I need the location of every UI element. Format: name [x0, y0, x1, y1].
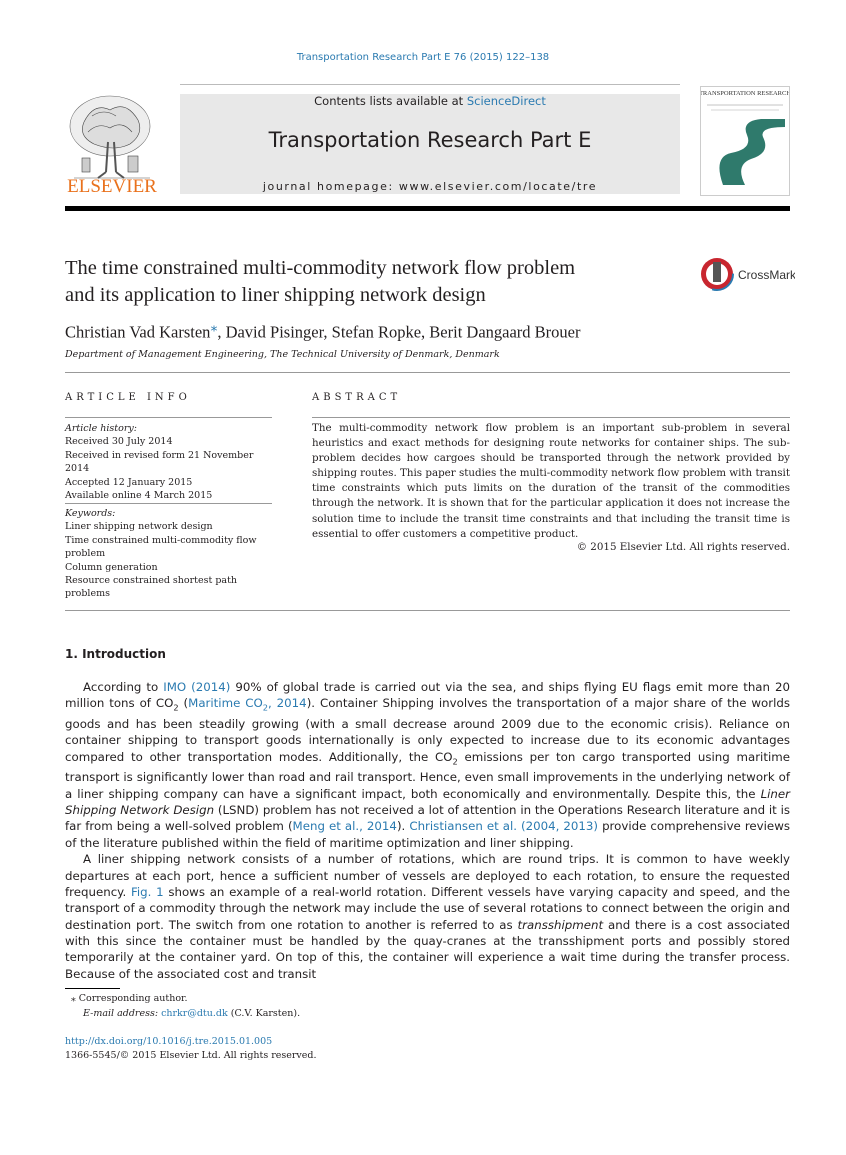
header-top-rule	[180, 84, 680, 85]
homepage-link[interactable]: www.elsevier.com/locate/tre	[398, 180, 598, 193]
text-run: A liner shipping network consists of a number of rotations, which are round trips. It is common to have weekly departures at each port, hence a sufficient number of vessels are deployed to each rotation, to ensure the requested frequency.	[65, 852, 790, 899]
elsevier-logo[interactable]	[64, 92, 160, 196]
figure-1-link[interactable]: Fig. 1	[130, 884, 164, 899]
history-received: Received 30 July 2014	[65, 436, 173, 448]
citation-text: Maritime CO	[188, 696, 263, 711]
corresponding-author-mark[interactable]: ⁎	[210, 319, 218, 334]
author-list	[65, 319, 765, 343]
email-link[interactable]: chrkr@dtu.dk	[161, 1007, 228, 1019]
citation-maritime[interactable]	[188, 696, 307, 713]
footnote-rule	[65, 988, 120, 989]
paragraph-2	[65, 851, 790, 982]
divider-rule	[65, 610, 790, 611]
contents-prefix: Contents lists available at	[314, 94, 467, 108]
text-run: (	[178, 696, 189, 711]
text-run: and there is a cost associated with this since the container must be handled by the quay-cranes at the transshipment ports and possibly stored temporarily at the container yard. On top of this, the container will experience a wait time during the transfer process. Because of the associated cost and transit	[65, 917, 790, 981]
journal-cover-thumbnail[interactable]	[700, 86, 790, 196]
keyword-item: Time constrained multi-commodity flow problem	[65, 534, 257, 560]
text-run: ).	[396, 819, 410, 834]
text-run: 90% of global trade is carried out via the sea, and ships flying EU flags emit more than 20 million tons of CO	[65, 680, 790, 711]
article-history	[65, 422, 280, 502]
history-label: Article history:	[65, 423, 137, 434]
keywords-label: Keywords:	[65, 508, 116, 519]
journal-reference[interactable]: Transportation Research Part E 76 (2015) 122–138	[296, 52, 550, 63]
abstract-rule	[312, 417, 790, 418]
text-run: (LSND) problem has not received a lot of attention in the Operations Research literature and it is far from being a well-solved problem (	[65, 803, 790, 834]
cover-image	[701, 87, 789, 195]
contents-line	[180, 94, 680, 108]
citation-imo[interactable]: IMO (2014)	[163, 680, 231, 694]
subscript: 2	[452, 756, 458, 767]
paragraph-1	[65, 679, 790, 851]
cover-title: TRANSPORTATION RESEARCH	[701, 90, 789, 97]
elsevier-tree-icon	[64, 92, 160, 196]
affiliation: Department of Management Engineering, The Technical University of Denmark, Denmark	[65, 349, 500, 360]
title-line-2: and its application to liner shipping network design	[65, 284, 486, 306]
keyword-item: Resource constrained shortest path problems	[65, 575, 238, 600]
keywords-block	[65, 507, 280, 601]
journal-homepage	[180, 180, 680, 193]
corresponding-author-note: Corresponding author.	[78, 993, 188, 1004]
header-thick-rule	[65, 206, 790, 211]
history-accepted: Accepted 12 January 2015	[65, 476, 193, 488]
subscript: 2	[262, 702, 269, 713]
article-info-rule	[65, 417, 272, 418]
elsevier-wordmark: ELSEVIER	[67, 176, 157, 196]
title-line-1: The time constrained multi-commodity network flow problem	[65, 257, 576, 279]
article-title	[65, 255, 685, 309]
history-revised: Received in revised form 21 November 2014	[65, 449, 254, 475]
email-label: E-mail address:	[83, 1007, 159, 1019]
other-authors: , David Pisinger, Stefan Ropke, Berit Dangaard Brouer	[217, 322, 581, 342]
keywords-rule	[65, 503, 272, 504]
section-heading: 1. Introduction	[65, 647, 166, 661]
sciencedirect-link[interactable]: ScienceDirect	[466, 94, 546, 108]
divider-rule	[65, 372, 790, 373]
text-run: shows an example of a real-world rotation. Different vessels have varying capacity and speed, and the transport of a commodity through the network may include the use of several rotations to connect between the origin and destination port. The switch from one rotation to another is referred to as	[65, 884, 790, 932]
crossmark-label: CrossMark	[738, 268, 795, 282]
keyword-item: Column generation	[65, 561, 158, 573]
keyword-item: Liner shipping network design	[65, 521, 213, 533]
abstract-heading: ABSTRACT	[312, 392, 402, 403]
footnote-mark: ⁎	[71, 993, 76, 1004]
citation-meng[interactable]: Meng et al., 2014	[292, 819, 397, 834]
text-run: ). Container Shipping involves the transportation of a major share of the worlds goods and has been steadily growing (with a small decrease around 2009 due to the economic crisis). Reliance on container shipping to transport goods internationally is only expected to increase due to its economic advantages compared to other transportation modes. Additionally, the CO	[65, 696, 791, 764]
abstract-text: The multi-commodity network flow problem is an important sub-problem in several heuristics and exact methods for designing route networks for container ships. The sub-problem decides how cargoes should be transported through the network provided by shipping routes. This paper studies the multi-commodity network flow problem with transit time constraints which puts limits on the duration of the transit of the commodities through the network. It is shown that for the particular application it does not increase the solution time to include the transit time constraints and that including the transit time is essential to offer customers a competitive product.	[312, 422, 790, 540]
doi-link[interactable]: http://dx.doi.org/10.1016/j.tre.2015.01.005	[65, 1036, 273, 1047]
article-info-heading: ARTICLE INFO	[65, 392, 191, 403]
crossmark-icon	[700, 256, 795, 292]
subscript: 2	[173, 702, 179, 713]
homepage-prefix: journal homepage:	[262, 180, 399, 193]
abstract-copyright: © 2015 Elsevier Ltd. All rights reserved.	[576, 541, 790, 553]
text-run: emissions per ton cargo transported using maritime transport is significantly lower than road and rail transport. Hence, even small improvements in the underlying network of a liner shipping company can have a significant impact, both economically and environmentally. Despite this, the	[65, 749, 790, 801]
text-run: According to	[83, 680, 164, 694]
email-suffix: (C.V. Karsten).	[227, 1007, 301, 1019]
journal-title: Transportation Research Part E	[268, 128, 592, 152]
citation-christiansen[interactable]: Christiansen et al. (2004, 2013)	[409, 819, 599, 834]
citation-text: , 2014	[268, 696, 307, 711]
body-text	[65, 679, 790, 982]
history-online: Available online 4 March 2015	[65, 490, 213, 502]
emphasis: transshipment	[517, 917, 604, 932]
author-1: Christian Vad Karsten	[65, 322, 211, 342]
crossmark-badge[interactable]	[700, 256, 795, 292]
text-run: provide comprehensive reviews of the literature published within the field of maritime optimization and liner shipping.	[65, 819, 790, 850]
emphasis: Liner Shipping Network Design	[65, 786, 790, 818]
footnote	[65, 992, 300, 1021]
doi-block	[65, 1035, 317, 1063]
issn-copyright: 1366-5545/© 2015 Elsevier Ltd. All rights reserved.	[65, 1050, 317, 1061]
